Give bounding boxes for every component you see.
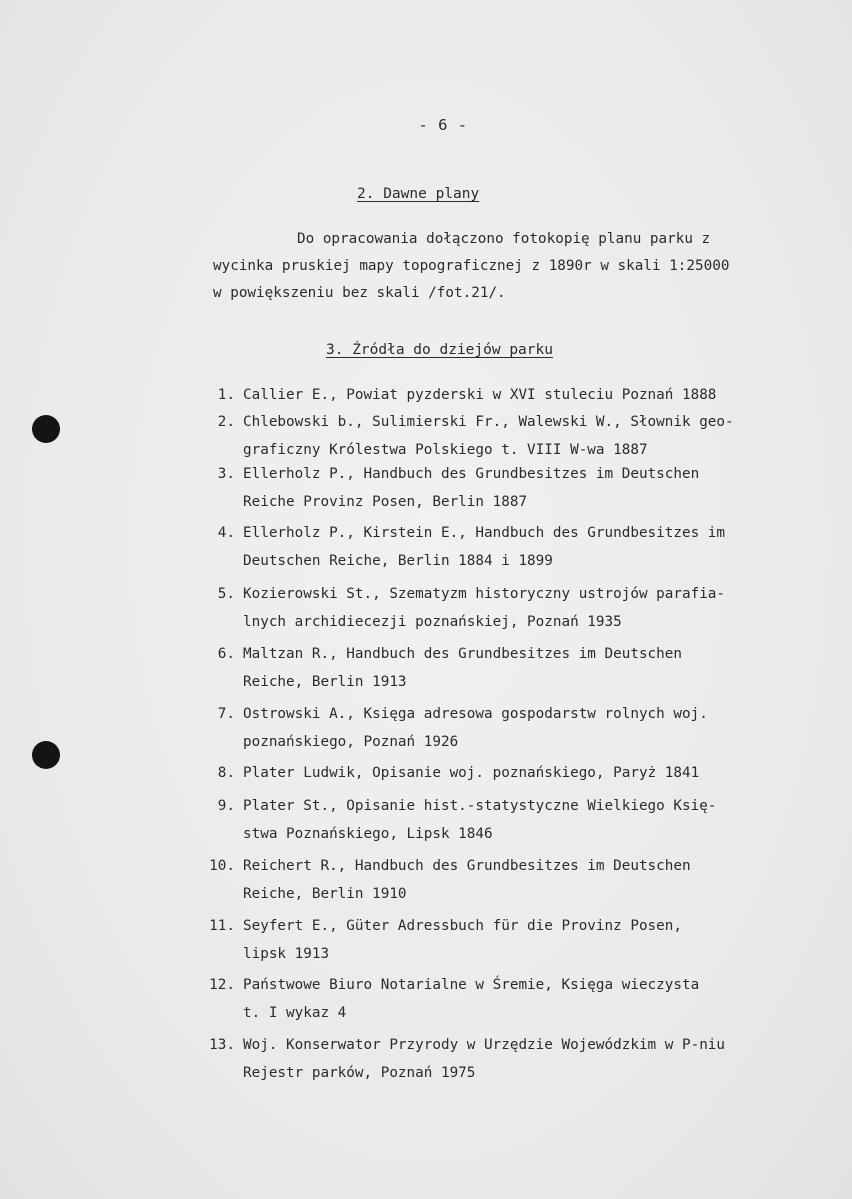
paragraph-line: wycinka pruskiej mapy topograficznej z 1890r w skali 1:25000	[213, 258, 730, 274]
reference-item	[217, 761, 700, 785]
reference-text-line: Reiche, Berlin 1913	[243, 674, 407, 690]
reference-number: 6.	[217, 646, 235, 662]
reference-number: 10.	[209, 858, 235, 874]
reference-number: 7.	[217, 706, 235, 722]
reference-item	[217, 794, 717, 846]
reference-text-line: Ellerholz P., Kirstein E., Handbuch des Grundbesitzes im	[243, 525, 726, 541]
reference-number: 5.	[217, 586, 235, 602]
reference-text-line: Callier E., Powiat pyzderski w XVI stuleciu Poznań 1888	[243, 387, 717, 403]
reference-text-line: lnych archidiecezji poznańskiej, Poznań 1935	[243, 614, 622, 630]
reference-number: 12.	[209, 977, 235, 993]
page-number: - 6 -	[418, 116, 468, 134]
reference-text-line: Kozierowski St., Szematyzm historyczny ustrojów parafia-	[243, 586, 726, 602]
reference-text-line: Deutschen Reiche, Berlin 1884 i 1899	[243, 553, 553, 569]
reference-text-line: Woj. Konserwator Przyrody w Urzędzie Wojewódzkim w P-niu	[243, 1037, 726, 1053]
reference-text-line: Seyfert E., Güter Adressbuch für die Provinz Posen,	[243, 918, 682, 934]
section-heading-old-plans: 2. Dawne plany	[357, 186, 480, 202]
reference-number: 3.	[217, 466, 235, 482]
paragraph-line: Do opracowania dołączono fotokopię planu parku z	[297, 231, 711, 247]
reference-item	[209, 973, 700, 1025]
reference-item	[209, 854, 691, 906]
reference-text-line: Plater St., Opisanie hist.-statystyczne Wielkiego Księ-	[243, 798, 717, 814]
reference-number: 4.	[217, 525, 235, 541]
reference-text-line: Rejestr parków, Poznań 1975	[243, 1065, 476, 1081]
reference-text-line: poznańskiego, Poznań 1926	[243, 734, 459, 750]
reference-item	[217, 383, 717, 407]
reference-text-line: Maltzan R., Handbuch des Grundbesitzes im Deutschen	[243, 646, 682, 662]
reference-item	[217, 702, 708, 754]
reference-number: 9.	[217, 798, 235, 814]
section-heading-sources: 3. Źródła do dziejów parku	[326, 342, 553, 358]
reference-item	[217, 582, 726, 634]
reference-text-line: Reiche Provinz Posen, Berlin 1887	[243, 494, 528, 510]
reference-text-line: t. I wykaz 4	[243, 1005, 347, 1021]
reference-text-line: lipsk 1913	[243, 946, 330, 962]
reference-text-line: Reiche, Berlin 1910	[243, 886, 407, 902]
reference-item	[217, 410, 734, 462]
reference-number: 2.	[217, 414, 235, 430]
reference-text-line: Chlebowski b., Sulimierski Fr., Walewski W., Słownik geo-	[243, 414, 734, 430]
reference-text-line: Ostrowski A., Księga adresowa gospodarstw rolnych woj.	[243, 706, 708, 722]
reference-item	[217, 642, 682, 694]
reference-text-line: stwa Poznańskiego, Lipsk 1846	[243, 826, 493, 842]
reference-item	[209, 914, 682, 966]
reference-number: 13.	[209, 1037, 235, 1053]
reference-item	[217, 521, 726, 573]
punch-hole	[32, 415, 60, 443]
reference-item	[217, 462, 700, 514]
reference-number: 8.	[217, 765, 235, 781]
punch-hole	[32, 741, 60, 769]
reference-item	[209, 1033, 726, 1085]
reference-text-line: graficzny Królestwa Polskiego t. VIII W-wa 1887	[243, 442, 648, 458]
reference-number: 1.	[217, 387, 235, 403]
reference-text-line: Państwowe Biuro Notarialne w Śremie, Księga wieczysta	[243, 977, 700, 993]
reference-text-line: Reichert R., Handbuch des Grundbesitzes im Deutschen	[243, 858, 691, 874]
reference-number: 11.	[209, 918, 235, 934]
reference-text-line: Ellerholz P., Handbuch des Grundbesitzes im Deutschen	[243, 466, 700, 482]
reference-text-line: Plater Ludwik, Opisanie woj. poznańskiego, Paryż 1841	[243, 765, 700, 781]
paragraph-line: w powiększeniu bez skali /fot.21/.	[213, 285, 506, 301]
